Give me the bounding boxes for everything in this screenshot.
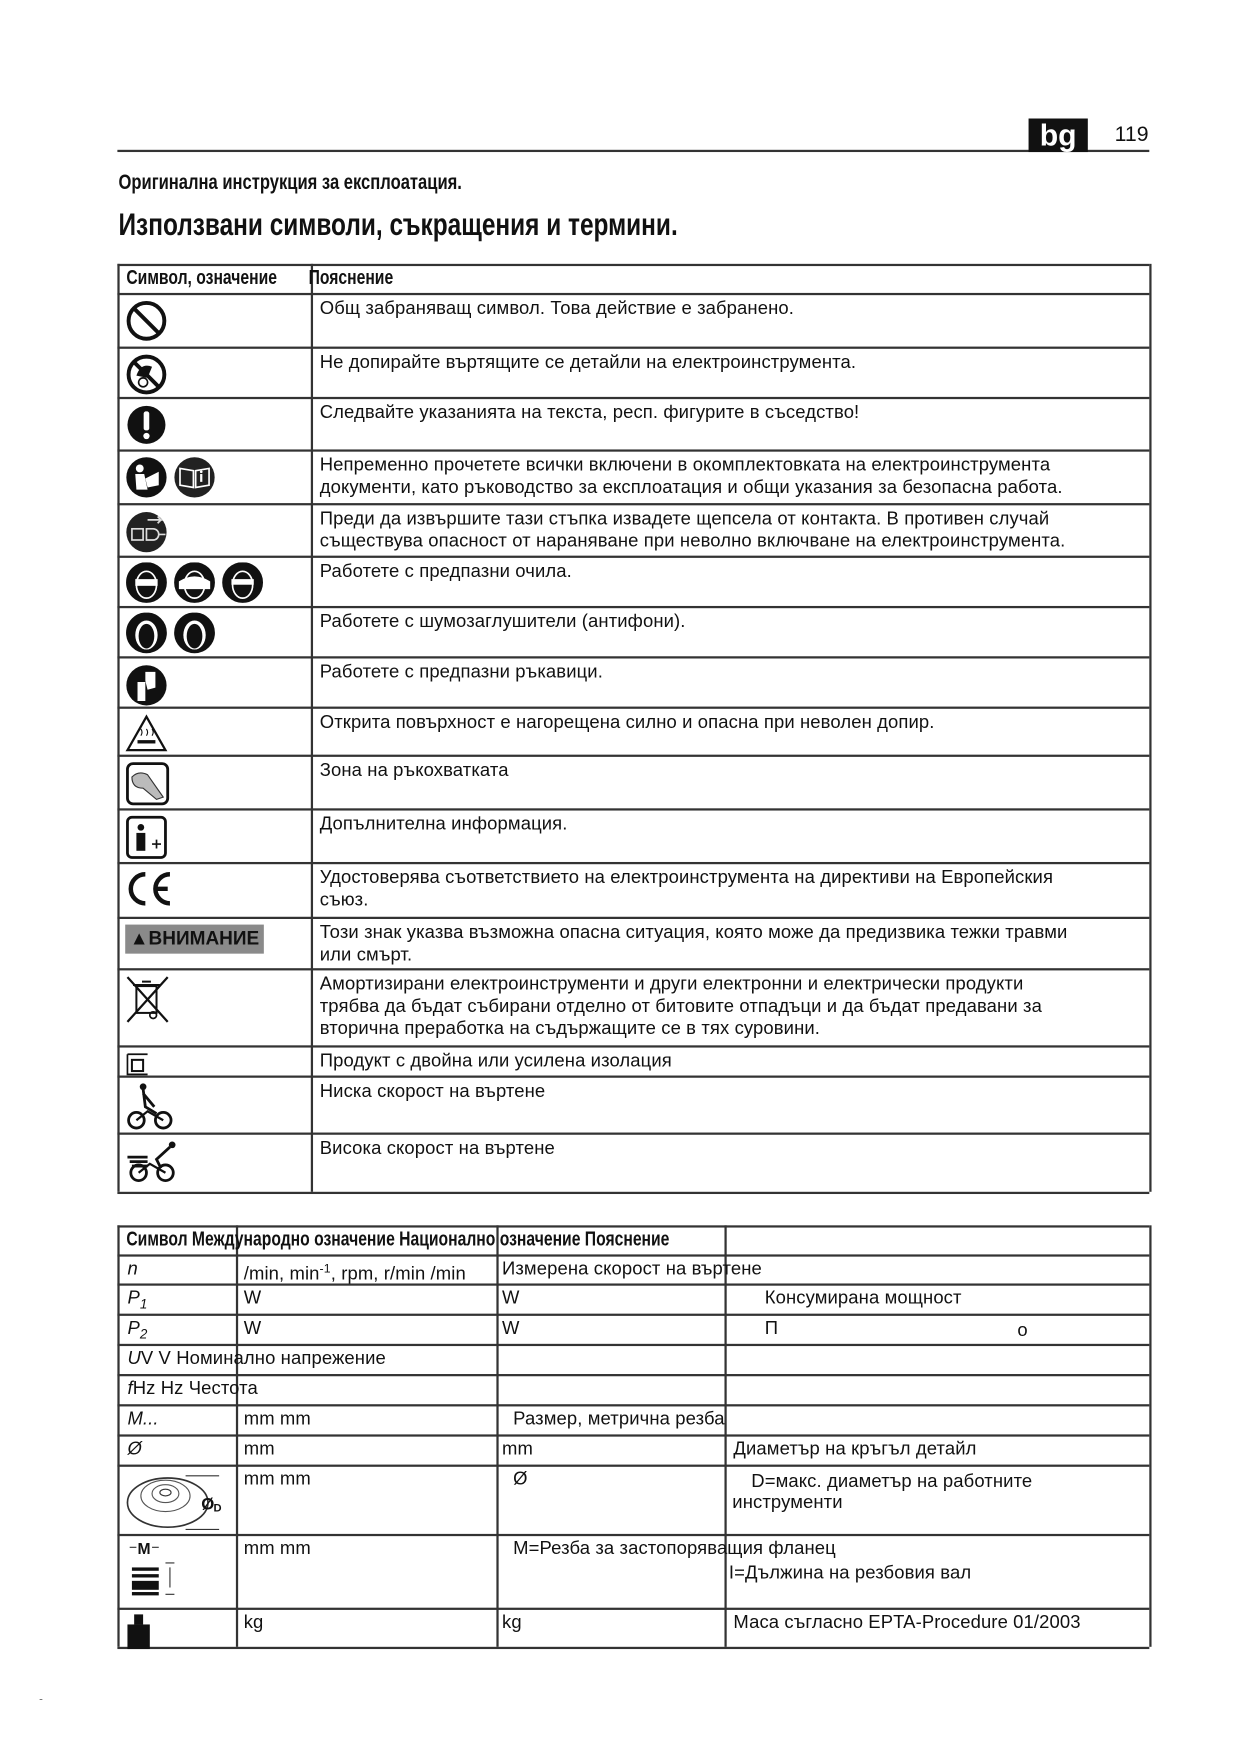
explanation-line-2: инструменти <box>732 1492 843 1513</box>
intl-text: mm mm <box>243 1408 311 1429</box>
thread-length-icon <box>123 1536 190 1603</box>
national-designation: Измерена скорост на въртене <box>501 1258 762 1279</box>
symbol-cell <box>127 1377 257 1399</box>
explanation: D=макс. диаметър на работните <box>751 1471 1033 1492</box>
table-row-border <box>117 503 1149 505</box>
table-row-border <box>117 1314 1149 1316</box>
double-insulation-icon <box>125 1052 150 1077</box>
table-column-divider <box>236 1225 238 1646</box>
explanation: Диаметър на кръгъл детайл <box>733 1438 977 1459</box>
weight-icon <box>123 1610 157 1650</box>
warning-triangle-icon: ▲ <box>129 927 149 950</box>
document-subtitle: Оригинална инструкция за експлоатация. <box>118 171 462 195</box>
national-designation: Ø <box>513 1469 528 1490</box>
warning-label <box>125 925 263 954</box>
exclamation-icon <box>125 404 170 449</box>
symbol-text: U <box>127 1348 141 1369</box>
read-manual-icon <box>125 456 219 501</box>
ce-mark-icon <box>125 869 174 909</box>
national-designation: M=Резба за застопоряващия фланец <box>513 1538 836 1559</box>
row-description: Зона на ръкохватката <box>319 760 509 781</box>
row-description: Този знак указва възможна опасна ситуация, която може да предизвика тежки травми <box>319 922 1068 943</box>
table-row-border <box>117 449 1149 451</box>
intl-text: mm <box>243 1438 275 1459</box>
symbol-text: n <box>127 1258 138 1279</box>
symbol-subscript: 1 <box>139 1296 148 1312</box>
intl-text: W <box>243 1318 262 1339</box>
svg-text:D: D <box>213 1502 222 1515</box>
table-column-divider <box>496 1225 498 1646</box>
row-description: документи, като ръководство за експлоатация и общи указания за безопасна работа. <box>319 477 1063 498</box>
intl-text-rest: , rpm, r/min /min <box>330 1263 466 1285</box>
table-border-left <box>117 264 119 1192</box>
intl-text: kg <box>243 1612 264 1633</box>
explanation: Консумирана мощност <box>764 1287 962 1309</box>
column-header-symbol: Символ, означение <box>126 266 277 289</box>
high-speed-icon <box>125 1139 181 1184</box>
table-row-border <box>117 1465 1149 1467</box>
svg-text:M: M <box>137 1541 151 1559</box>
table-border-right <box>1149 264 1151 1192</box>
table-row-border <box>117 656 1149 658</box>
grip-zone-icon <box>125 761 170 806</box>
symbol-cell <box>127 1317 147 1345</box>
symbol-text: M... <box>127 1408 159 1429</box>
table-row-border <box>117 755 1149 757</box>
row-description: Удостоверява съответствието на електроинструмента на директиви на Европейския <box>319 867 1054 888</box>
symbol-text: P <box>127 1287 140 1309</box>
symbol-cell <box>127 1438 141 1460</box>
international-designation <box>244 1468 311 1490</box>
page-mark: - <box>39 1693 43 1707</box>
ear-protection-icon <box>125 613 219 655</box>
national-designation: kg <box>501 1612 522 1633</box>
symbol-text: f <box>127 1378 133 1399</box>
info-plus-icon <box>125 815 170 860</box>
row-description: Открита повърхност е нагорещена силно и опасна при неволен допир. <box>319 712 935 733</box>
table-row-border <box>117 1254 1149 1256</box>
table-row-border <box>117 1534 1149 1536</box>
row-description: Продукт с двойна или усилена изолация <box>319 1050 672 1072</box>
table-row-border <box>117 1404 1149 1406</box>
national-designation: Размер, метрична резба <box>513 1408 725 1429</box>
table-row-border <box>117 1045 1149 1047</box>
table-row-border <box>117 808 1149 810</box>
row-description: Работете с шумозаглушители (антифони). <box>319 611 686 632</box>
header-rule <box>117 150 1149 152</box>
table-row-border <box>117 1076 1149 1078</box>
row-description: Работете с предпазни ръкавици. <box>319 661 603 682</box>
row-span-text: Hz Hz Честота <box>132 1378 258 1399</box>
wee-bin-icon <box>125 975 170 1024</box>
row-description: Допълнителна информация. <box>319 813 568 835</box>
symbol-cell <box>127 1258 137 1280</box>
intl-superscript: -1 <box>319 1262 331 1276</box>
symbol-text: Ø <box>127 1438 142 1459</box>
table-column-divider <box>311 264 313 1192</box>
international-designation <box>244 1287 262 1309</box>
column-header-explanation: Пояснение <box>308 266 394 289</box>
row-description: Висока скорост на въртене <box>319 1138 555 1159</box>
national-designation: W <box>501 1318 520 1339</box>
table-row-border <box>117 556 1149 558</box>
row-description: Непременно прочетете всички включени в окомплектовката на електроинструмента <box>319 455 1051 476</box>
table-row-border <box>117 1374 1149 1376</box>
row-description: Преди да извършите тази стъпка извадете щепсела от контакта. В противен случай <box>319 508 1050 529</box>
row-description: Следвайте указанията на текста, респ. фигурите в съседство! <box>319 402 860 423</box>
row-description: Ниска скорост на въртене <box>319 1081 546 1102</box>
table-row-border <box>117 1434 1149 1436</box>
table-row-border <box>117 1608 1149 1610</box>
explanation: Маса съгласно EPTA-Procedure 01/2003 <box>733 1612 1081 1633</box>
table-row-border <box>117 1133 1149 1135</box>
symbol-cell <box>127 1347 385 1369</box>
intl-text: W <box>243 1287 262 1309</box>
table-row-border <box>117 347 1149 349</box>
table-header: Символ Международно означение Национално означение Пояснение <box>126 1227 670 1250</box>
intl-text: mm mm <box>243 1469 311 1490</box>
intl-text: /min, min <box>243 1263 320 1285</box>
row-description: съюз. <box>319 889 369 911</box>
explanation-line-2: I=Дължина на резбовия вал <box>728 1562 972 1584</box>
table-row-border <box>117 1647 1149 1649</box>
symbol-cell <box>127 1408 158 1430</box>
no-touch-rotating-icon <box>125 353 170 398</box>
unplug-icon <box>125 510 170 555</box>
symbol-text: P <box>127 1318 140 1339</box>
table-row-border <box>117 293 1149 295</box>
hot-surface-icon <box>125 713 170 753</box>
low-speed-icon <box>125 1082 174 1131</box>
national-designation: W <box>501 1287 520 1309</box>
table-column-divider <box>1149 1225 1151 1646</box>
table-column-divider <box>117 1225 119 1646</box>
row-description: Общ забраняващ символ. Това действие е забранено. <box>319 298 795 319</box>
row-description: Работете с предпазни очила. <box>319 561 572 582</box>
language-badge: bg <box>1029 119 1088 153</box>
international-designation <box>244 1408 311 1430</box>
row-description: съществува опасност от нараняване при неволно включване на електроинструмента. <box>319 531 1066 552</box>
page-number: 119 <box>1114 122 1149 147</box>
table-row-border <box>117 1344 1149 1346</box>
disc-diameter-icon <box>123 1467 230 1534</box>
gloves-icon <box>125 663 170 708</box>
explanation: П <box>764 1318 779 1339</box>
row-description: Не допирайте въртящите се детайли на електроинструмента. <box>319 352 857 373</box>
prohibition-icon <box>125 300 170 345</box>
table-row-border <box>117 862 1149 864</box>
warning-label-text: ВНИМАНИЕ <box>148 927 260 950</box>
table-row-border <box>117 606 1149 608</box>
table-row-border <box>117 917 1149 919</box>
international-designation <box>244 1537 311 1559</box>
table-row-border <box>117 1192 1149 1194</box>
international-designation <box>244 1258 466 1285</box>
symbol-subscript: 2 <box>139 1326 148 1342</box>
explanation-fragment: о <box>1017 1320 1028 1341</box>
row-description: вторична преработка на съдържащите се в тях суровини. <box>319 1018 821 1039</box>
national-designation: mm <box>501 1438 533 1459</box>
international-designation <box>244 1317 262 1339</box>
svg-text:Ø: Ø <box>201 1494 215 1514</box>
safety-goggles-icon <box>125 562 264 604</box>
table-column-divider <box>724 1225 726 1646</box>
international-designation <box>244 1438 275 1460</box>
table-row-border <box>117 397 1149 399</box>
page-title: Използвани символи, съкращения и термини. <box>118 206 678 242</box>
row-description: или смърт. <box>319 944 413 965</box>
row-description: Амортизирани електроинструменти и други електронни и електрически продукти <box>319 973 1024 994</box>
table-row-border <box>117 707 1149 709</box>
intl-text: mm mm <box>243 1538 311 1559</box>
row-span-text: V V Номинално напрежение <box>140 1348 386 1369</box>
international-designation <box>244 1611 264 1633</box>
table-row-border <box>117 968 1149 970</box>
symbol-cell <box>127 1287 147 1315</box>
row-description: трябва да бъдат събирани отделно от битовите отпадъци и да бъдат предавани за <box>319 996 1042 1017</box>
